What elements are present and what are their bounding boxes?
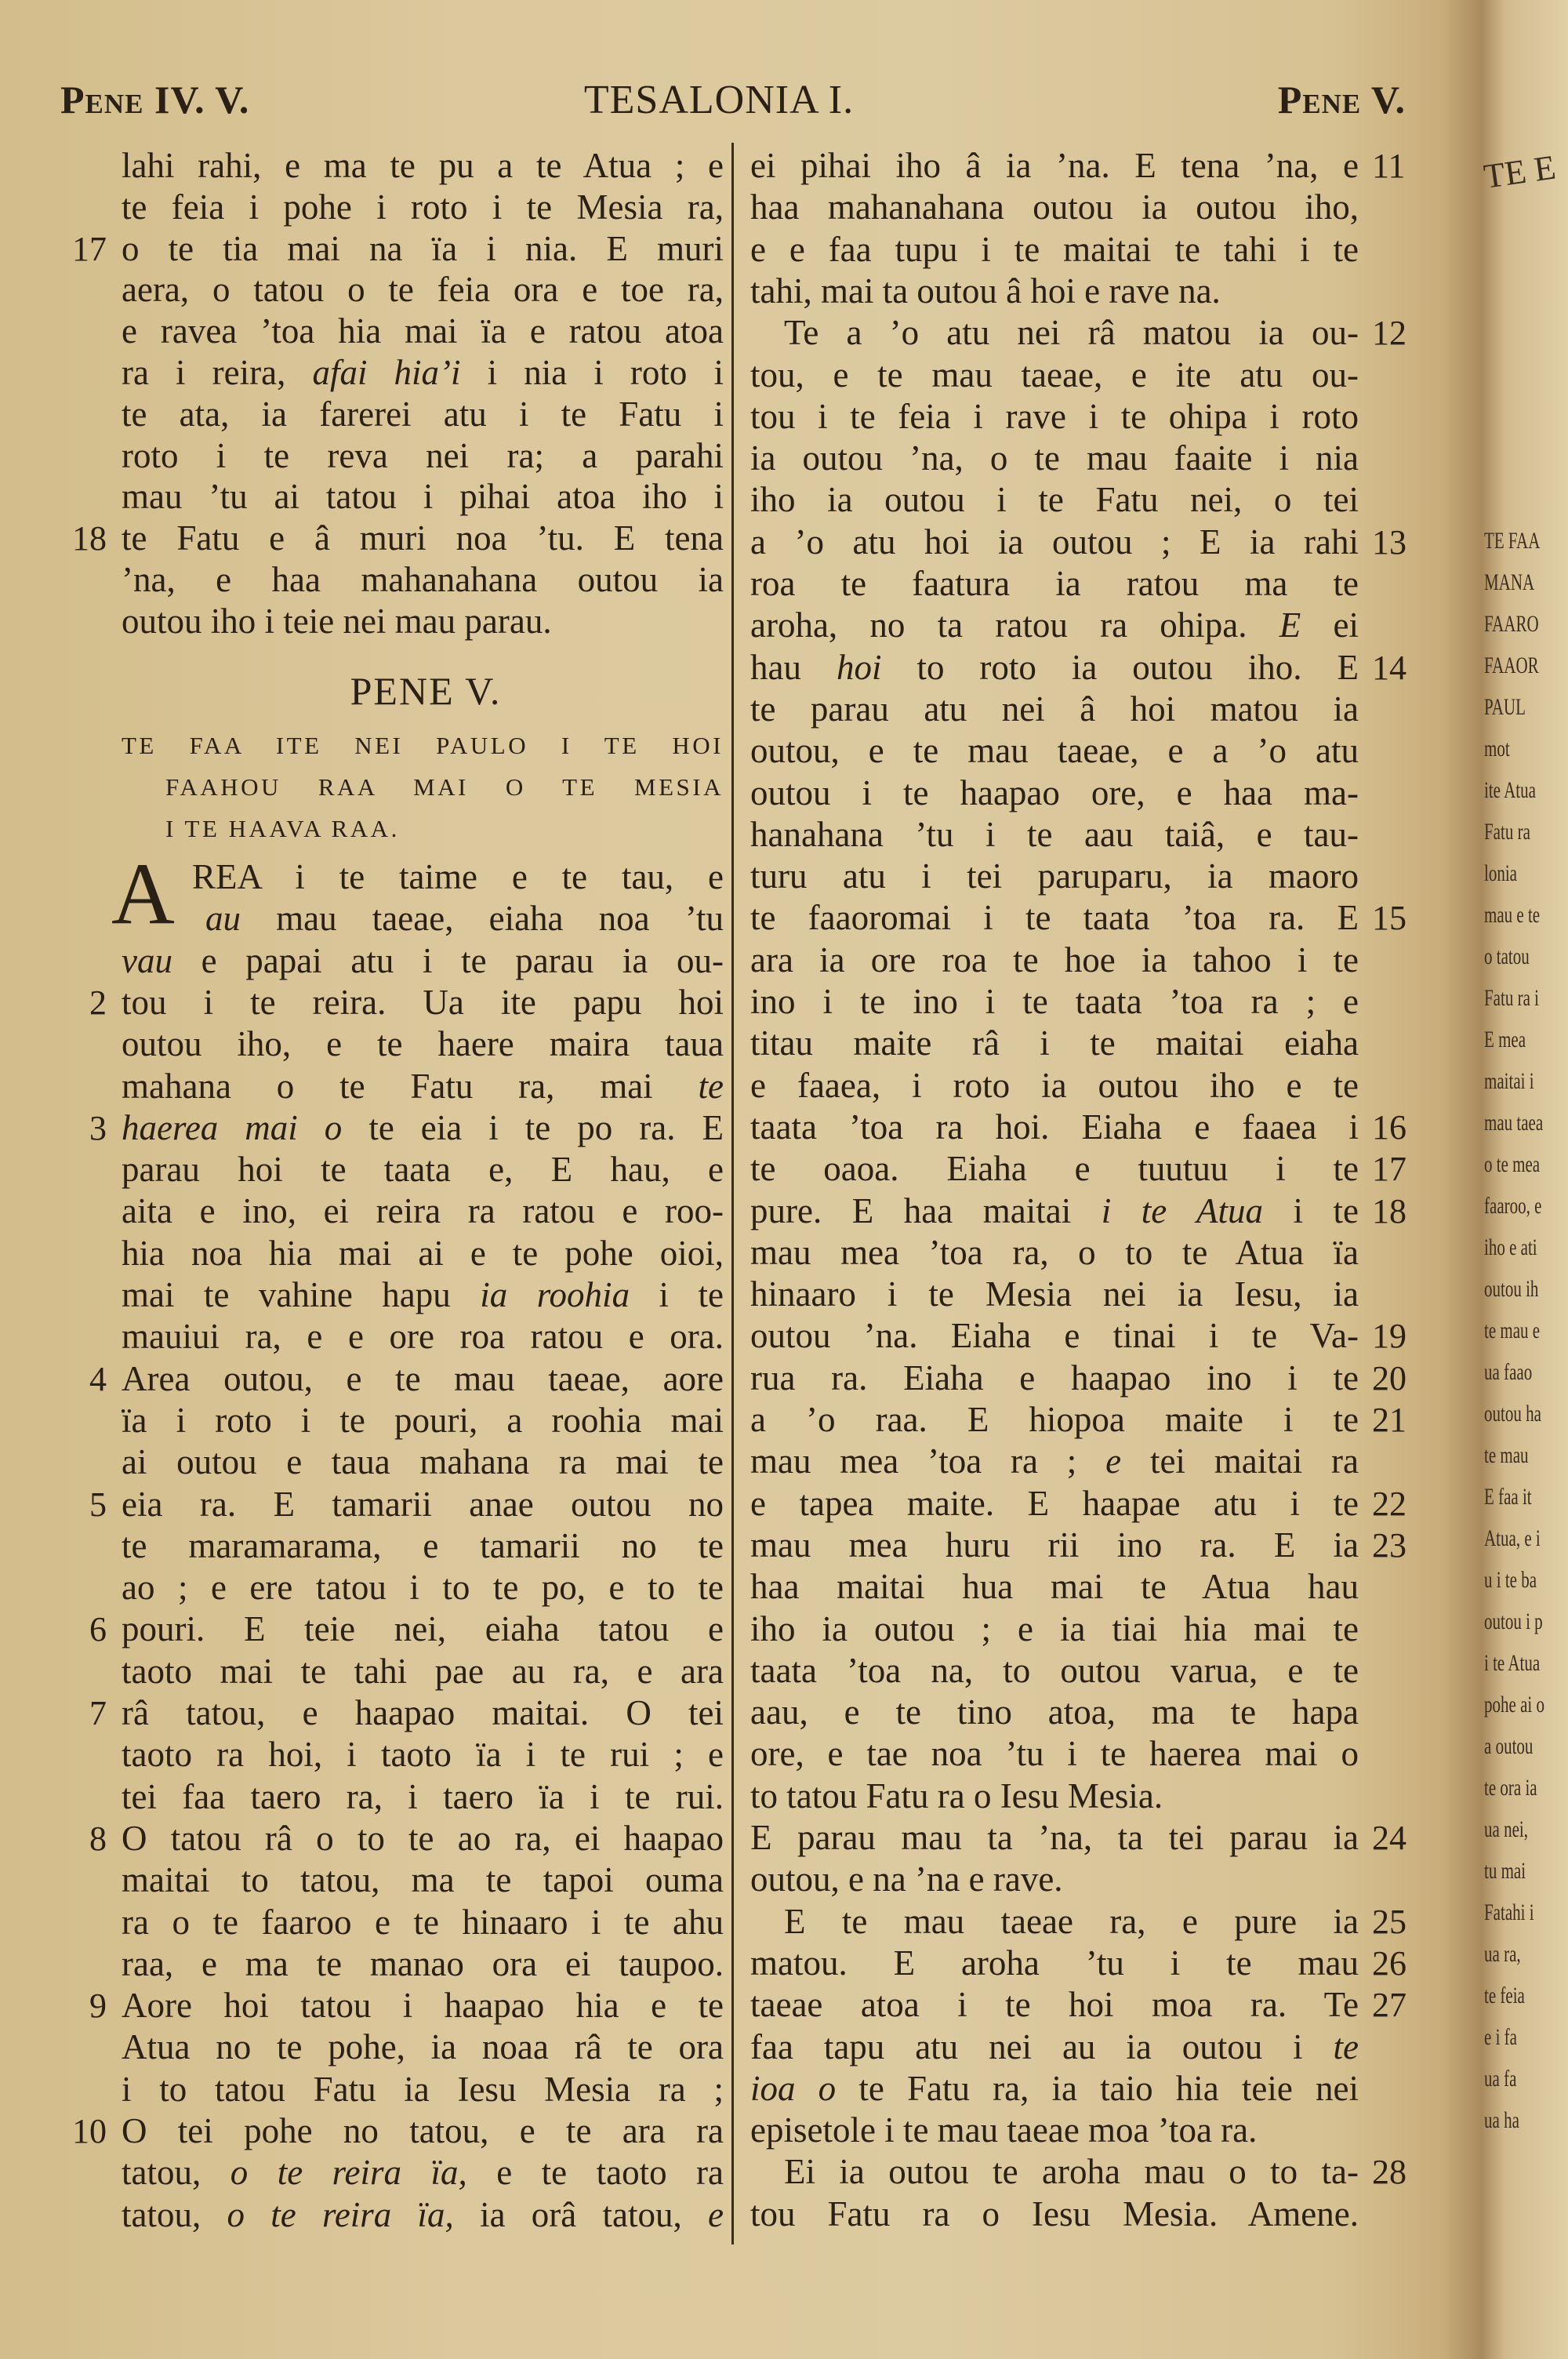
text-segment: e tapea maite. E haapae atu i te — [750, 1483, 1359, 1523]
text-segment: ino i te ino i te taata ’toa ra ; e — [750, 982, 1359, 1021]
text-segment: mau taeae, eiaha noa ’tu — [241, 899, 724, 939]
text-line — [0, 772, 1568, 814]
verse-number: 16 — [1372, 1107, 1406, 1147]
italic-text: au — [205, 899, 241, 939]
line-text — [750, 1733, 1359, 1775]
text-segment: Atua no te pohe, ia noaa râ te ora — [122, 2027, 724, 2067]
text-segment: e papai atu i te parau ia ou- — [172, 940, 724, 980]
italic-text: o te reira ïa, — [227, 2194, 454, 2234]
line-text — [750, 897, 1359, 939]
next-page-fragment: Fatu ra — [1484, 819, 1530, 845]
line-text — [750, 940, 1359, 981]
text-line — [0, 1943, 1568, 1984]
line-text — [750, 1148, 1359, 1190]
text-line — [0, 897, 1568, 939]
italic-text: E — [1279, 605, 1301, 645]
text-segment: rua ra. Eiaha e haapao ino i te — [750, 1358, 1359, 1398]
text-line — [0, 1274, 1568, 1315]
text-segment: taeae atoa i te hoi moa ra. Te — [750, 1985, 1359, 2025]
text-segment: a ’o atu hoi ia outou ; E ia rahi — [750, 522, 1359, 562]
text-segment: te Fatu e â muri noa ’tu. E tena — [122, 518, 724, 558]
text-segment: tatou, — [122, 2194, 227, 2234]
text-line — [0, 1692, 1568, 1733]
text-segment: mahana o te Fatu ra, mai — [122, 1066, 699, 1106]
line-text — [750, 2026, 1359, 2068]
next-page-fragment: mot — [1484, 736, 1510, 761]
line-text — [750, 1566, 1359, 1608]
text-segment: i nia i roto i — [460, 353, 724, 392]
verse-number: 27 — [1372, 1986, 1406, 2025]
text-line — [0, 1190, 1568, 1232]
verse-number: 17 — [72, 229, 107, 268]
text-segment: e te taoto ra — [466, 2153, 724, 2193]
line-text — [750, 1483, 1359, 1525]
next-page-fragment: MANA — [1484, 569, 1535, 595]
line-text — [750, 1776, 1359, 1817]
line-text — [750, 856, 1359, 897]
next-page-fragment: faaroo, e — [1484, 1193, 1542, 1219]
line-text — [750, 730, 1359, 772]
verse-number: 19 — [1372, 1317, 1406, 1356]
text-segment: aera, o tatou o te feia ora e toe ra, — [122, 270, 724, 310]
text-segment: taata ’toa na, to outou varua, e te — [750, 1650, 1359, 1690]
line-text — [750, 354, 1359, 396]
next-page-fragment: te mau e — [1484, 1318, 1541, 1343]
text-segment: Area outou, e te mau taeae, aore — [122, 1358, 724, 1398]
text-line — [0, 522, 1568, 563]
next-page-fragment: outou i p — [1484, 1608, 1543, 1634]
italic-text: te — [1333, 2026, 1359, 2066]
text-line — [0, 563, 1568, 605]
next-page-fragment: ua ra, — [1484, 1941, 1521, 1967]
text-segment: mai te vahine hapu — [122, 1275, 481, 1314]
text-segment: tei maitai ra — [1121, 1441, 1359, 1481]
line-text — [750, 563, 1359, 605]
text-segment: hanahana ’tu i te aau taiâ, e tau- — [750, 814, 1359, 854]
text-line — [0, 2194, 1568, 2235]
text-segment: outou ’na. Eiaha e tinai i te Va- — [750, 1316, 1359, 1356]
text-line — [0, 1107, 1568, 1148]
text-segment: tahi, mai ta outou â hoi e rave na. — [750, 271, 1221, 311]
line-text — [750, 1608, 1359, 1650]
next-page-fragment: mau taea — [1484, 1110, 1544, 1136]
text-line — [0, 1023, 1568, 1064]
text-segment: râ tatou, e haapao maitai. O tei — [122, 1693, 724, 1732]
next-page-fragment: E faa it — [1484, 1484, 1532, 1510]
text-segment: aau, e te tino atoa, ma te hapa — [750, 1692, 1359, 1732]
line-text — [750, 1441, 1359, 1482]
text-line — [0, 1148, 1568, 1190]
text-line — [0, 396, 1568, 438]
text-segment: Ei ia outou te aroha mau o to ta- — [784, 2152, 1359, 2192]
text-segment: ra o te faaroo e te hinaaro i te ahu — [122, 1902, 724, 1942]
line-text — [750, 2194, 1359, 2235]
line-text — [750, 2068, 1359, 2110]
text-segment: tou Fatu ra o Iesu Mesia. Amene. — [750, 2194, 1359, 2234]
italic-text: i te Atua — [1101, 1190, 1263, 1230]
text-segment: ia outou ’na, o te mau faaite i nia — [750, 438, 1359, 478]
next-page-fragment: a outou — [1484, 1733, 1534, 1759]
line-text — [750, 1107, 1359, 1148]
text-segment: te ata, ia farerei atu i te Fatu i — [122, 394, 724, 434]
text-segment: haa mahanahana outou ia outou iho, — [750, 187, 1359, 227]
verse-number: 26 — [1372, 1943, 1406, 1983]
text-segment: i te — [1262, 1190, 1359, 1230]
next-page-fragment: ua ha — [1484, 2107, 1519, 2133]
text-segment: mau mea huru rii ino ra. E ia — [750, 1525, 1359, 1565]
next-page-fragment: FAAOR — [1484, 652, 1539, 678]
text-segment: ei pihai iho â ia ’na. E tena ’na, e — [750, 146, 1359, 185]
text-line — [0, 1650, 1568, 1692]
text-segment: E parau mau ta ’na, ta tei parau ia — [750, 1818, 1359, 1857]
next-page-fragment: u i te ba — [1484, 1567, 1537, 1593]
next-page-fragment: E mea — [1484, 1027, 1526, 1052]
verse-number: 18 — [72, 519, 107, 558]
text-segment: tou i te reira. Ua ite papu hoi — [122, 982, 724, 1022]
line-text — [750, 689, 1359, 730]
italic-text: vau — [122, 940, 172, 980]
next-page-fragment: ua faao — [1484, 1359, 1533, 1385]
line-text — [750, 1232, 1359, 1274]
line-text — [750, 605, 1359, 646]
text-line — [0, 1733, 1568, 1775]
text-line — [0, 1608, 1568, 1650]
text-segment: haa maitai hua mai te Atua hau — [750, 1567, 1359, 1607]
text-line — [0, 1776, 1568, 1817]
line-text — [750, 1399, 1359, 1441]
text-segment: i to tatou Fatu ia Iesu Mesia ra ; — [122, 2069, 724, 2109]
next-page-fragment: TE E — [1481, 147, 1559, 196]
text-segment: tatou, — [122, 2153, 230, 2193]
next-page-fragment: ua fa — [1484, 2066, 1517, 2092]
line-text — [750, 1650, 1359, 1692]
text-line — [0, 1399, 1568, 1441]
text-segment: taoto mai te tahi pae au ra, e ara — [122, 1651, 724, 1691]
italic-text: ioa o — [750, 2068, 837, 2108]
verse-number: 17 — [1372, 1150, 1406, 1189]
verse-number: 21 — [1372, 1401, 1406, 1439]
text-segment: matou. E aroha ’tu i te mau — [750, 1943, 1359, 1983]
verse-number: 28 — [1372, 2153, 1406, 2192]
line-text — [750, 229, 1359, 271]
verse-number: 4 — [89, 1359, 107, 1398]
text-line — [0, 1859, 1568, 1900]
verse-number: 12 — [1372, 314, 1406, 353]
text-segment: pure. E haa maitai — [750, 1190, 1102, 1230]
text-line — [0, 814, 1568, 856]
text-segment: tei faa taero ra, i taero ïa i te rui. — [122, 1776, 724, 1816]
line-text — [750, 1065, 1359, 1107]
line-text — [750, 1817, 1359, 1859]
line-text — [750, 772, 1359, 814]
text-segment: to roto ia outou iho. E — [881, 647, 1359, 687]
line-text — [784, 1901, 1359, 1943]
text-segment: ei — [1301, 605, 1359, 645]
running-head-right: Pene V. — [1277, 78, 1406, 122]
line-text — [750, 145, 1359, 187]
chapter-summary-line: FAAHOU RAA MAI O TE MESIA — [165, 773, 724, 801]
next-page-fragment: te mau — [1484, 1442, 1529, 1468]
next-page-fragment: PAUL — [1484, 694, 1526, 720]
text-line — [0, 354, 1568, 396]
line-text — [750, 1315, 1359, 1357]
text-line — [0, 605, 1568, 646]
text-segment: ore, e tae noa ’tu i te haerea mai o — [750, 1734, 1359, 1774]
text-segment: e e faa tupu i te maitai te tahi i te — [750, 229, 1359, 269]
text-segment: ia orâ tatou, — [453, 2194, 708, 2234]
verse-number: 3 — [89, 1108, 107, 1147]
text-segment: te parau atu nei â hoi matou ia — [750, 689, 1359, 729]
text-segment: outou iho, e te haere maira taua — [122, 1024, 724, 1064]
text-segment: hia noa hia mai ai e te pohe oioi, — [122, 1233, 724, 1273]
line-text — [750, 1943, 1359, 1984]
next-page-fragment: te feia — [1484, 1983, 1525, 2008]
text-segment: E te mau taeae ra, e pure ia — [784, 1901, 1359, 1941]
text-line — [0, 187, 1568, 228]
next-page-fragment: ua nei, — [1484, 1816, 1528, 1842]
text-line — [0, 312, 1568, 354]
next-page-fragment: maitai i — [1484, 1068, 1534, 1094]
text-segment: hinaaro i te Mesia nei ia Iesu, ia — [750, 1274, 1359, 1314]
text-segment: outou i te haapao ore, e haa ma- — [750, 772, 1359, 812]
italic-text: e — [708, 2194, 724, 2234]
line-text — [784, 312, 1359, 354]
next-page-fragment: Fatahi i — [1484, 1899, 1534, 1925]
text-segment: roto i te reva nei ra; a parahi — [122, 435, 724, 475]
next-page-fragment: iho e ati — [1484, 1234, 1537, 1260]
text-segment: iho ia outou i te Fatu nei, o tei — [750, 480, 1359, 520]
text-line — [0, 229, 1568, 271]
line-text — [750, 479, 1359, 521]
text-segment: ao ; e ere tatou i to te po, e to te — [122, 1568, 724, 1608]
text-segment: taata ’toa ra hoi. Eiaha e faaea i — [750, 1107, 1359, 1147]
text-segment: Aore hoi tatou i haapao hia e te — [122, 1986, 724, 2026]
text-segment: turu atu i tei paruparu, ia maoro — [750, 856, 1359, 896]
text-segment: raa, e ma te manao ora ei taupoo. — [122, 1943, 724, 1983]
next-page-fragment: tu mai — [1484, 1858, 1526, 1884]
text-segment: mau ’tu ai tatou i pihai atoa iho i — [122, 477, 724, 517]
text-segment: iho ia outou ; e ia tiai hia mai te — [750, 1608, 1359, 1648]
text-segment: o te tia mai na ïa i nia. E muri — [122, 228, 724, 268]
text-segment: i te — [630, 1275, 724, 1314]
text-segment: eia ra. E tamarii anae outou no — [122, 1484, 724, 1524]
chapter-heading: PENE V. — [350, 669, 502, 713]
next-page-fragment: outou ha — [1484, 1401, 1541, 1427]
running-head-title: TESALONIA I. — [583, 78, 855, 122]
line-text — [750, 647, 1359, 689]
verse-number: 9 — [89, 1986, 107, 2026]
italic-text: afai hia’i — [312, 353, 461, 392]
line-text — [750, 1274, 1359, 1315]
text-segment: outou iho i teie nei mau parau. — [122, 601, 552, 641]
verse-number: 5 — [89, 1485, 107, 1524]
chapter-summary-line: TE FAA ITE NEI PAULO I TE HOI — [122, 732, 724, 759]
verse-number: 11 — [1372, 147, 1406, 185]
next-page-fragment: ite Atua — [1484, 777, 1536, 803]
line-text — [750, 1984, 1359, 2026]
italic-text: ia roohia — [480, 1275, 630, 1314]
line-text — [750, 1692, 1359, 1733]
line-text — [750, 814, 1359, 856]
text-segment: parau hoi te taata e, E hau, e — [122, 1150, 724, 1190]
next-page-fragment: lonia — [1484, 860, 1517, 886]
text-line — [0, 1315, 1568, 1357]
text-segment: REA i te taime e te tau, e — [192, 857, 724, 896]
text-line — [0, 1901, 1568, 1943]
text-segment: titau maite râ i te maitai eiaha — [750, 1023, 1359, 1063]
text-line — [0, 2068, 1568, 2110]
verse-number: 23 — [1372, 1525, 1406, 1565]
text-segment: te maramarama, e tamarii no te — [122, 1525, 724, 1565]
next-page-fragment: outou ih — [1484, 1276, 1539, 1302]
next-page-fragment: te ora ia — [1484, 1775, 1537, 1801]
text-segment: roa te faatura ia ratou ma te — [750, 564, 1359, 603]
line-text — [750, 2110, 1359, 2151]
text-segment: to tatou Fatu ra o Iesu Mesia. — [750, 1776, 1163, 1816]
text-segment: taoto ra hoi, i taoto ïa i te rui ; e — [122, 1735, 724, 1775]
text-segment: Te a ’o atu nei râ matou ia ou- — [784, 313, 1359, 353]
text-segment: a ’o raa. E hiopoa maite i te — [750, 1400, 1359, 1439]
drop-cap: A — [111, 845, 175, 943]
next-page-fragment: Atua, e i — [1484, 1525, 1541, 1551]
next-page-fragment: e i fa — [1484, 2024, 1517, 2050]
text-segment: outou, e te mau taeae, e a ’o atu — [750, 731, 1359, 771]
line-text — [750, 271, 1359, 312]
text-line — [0, 647, 1568, 689]
line-text — [750, 438, 1359, 479]
verse-number: 10 — [72, 2112, 107, 2150]
text-segment: lahi rahi, e ma te pu a te Atua ; e — [122, 146, 724, 185]
text-segment: maitai to tatou, ma te tapoi ouma — [122, 1860, 724, 1900]
text-line — [0, 271, 1568, 312]
text-segment: aita e ino, ei reira ra ratou e roo- — [122, 1191, 724, 1231]
line-text — [784, 2151, 1359, 2193]
text-line — [0, 1817, 1568, 1859]
verse-number: 22 — [1372, 1484, 1406, 1523]
text-segment: pouri. E teie nei, eiaha tatou e — [122, 1609, 724, 1649]
verse-number: 20 — [1372, 1358, 1406, 1398]
line-text — [750, 1525, 1359, 1566]
text-segment: te faaoromai i te taata ’toa ra. E — [750, 898, 1359, 938]
next-page-fragment: Fatu ra i — [1484, 985, 1539, 1011]
italic-text: hoi — [836, 647, 882, 687]
text-segment: tou i te feia i rave i te ohipa i roto — [750, 396, 1359, 436]
italic-text: e — [1105, 1441, 1122, 1481]
next-page-fragment: mau e te — [1484, 902, 1541, 928]
text-segment: tou, e te mau taeae, e ite atu ou- — [750, 354, 1359, 394]
line-text — [750, 187, 1359, 228]
next-page-fragment: TE FAA — [1484, 528, 1541, 554]
text-segment: te oaoa. Eiaha e tuutuu i te — [750, 1149, 1359, 1189]
text-segment: e faaea, i roto ia outou iho e te — [750, 1065, 1359, 1105]
text-segment: ’na, e haa mahanahana outou ia — [122, 560, 724, 599]
running-head-left: Pene IV. V. — [60, 78, 250, 122]
text-segment: e ravea ’toa hia mai ïa e ratou atoa — [122, 311, 724, 351]
text-line — [0, 2110, 1568, 2151]
verse-number: 2 — [89, 983, 107, 1022]
text-line — [0, 940, 1568, 981]
verse-number: 7 — [89, 1694, 107, 1732]
text-segment: hau — [750, 647, 837, 687]
text-line — [0, 730, 1568, 772]
text-line — [0, 1984, 1568, 2026]
text-line — [0, 689, 1568, 730]
line-text — [750, 1358, 1359, 1399]
line-text — [750, 522, 1359, 563]
text-segment: te eia i te po ra. E — [342, 1107, 724, 1147]
text-segment: mau mea ’toa ra ; — [750, 1441, 1106, 1481]
text-line — [0, 1525, 1568, 1566]
italic-text: o te reira ïa, — [230, 2153, 467, 2193]
text-line — [0, 856, 1568, 897]
text-segment: ai outou e taua mahana ra mai te — [122, 1442, 724, 1482]
next-page-fragment: i te Atua — [1484, 1650, 1541, 1676]
text-segment: episetole i te mau taeae moa ’toa ra. — [750, 2110, 1258, 2150]
line-text — [750, 981, 1359, 1023]
text-line — [0, 1483, 1568, 1525]
text-segment: faa tapu atu nei au ia outou i — [750, 2026, 1334, 2066]
verse-number: 25 — [1372, 1902, 1406, 1941]
text-line — [0, 1065, 1568, 1107]
next-page-fragment: o tatou — [1484, 943, 1530, 969]
text-line — [0, 1358, 1568, 1399]
text-line — [0, 2026, 1568, 2068]
text-segment: ara ia ore roa te hoe ia tahoo i te — [750, 940, 1359, 980]
next-page-fragment: FAARO — [1484, 611, 1539, 637]
text-segment: mau mea ’toa ra, o to te Atua ïa — [750, 1232, 1359, 1272]
verse-number: 15 — [1372, 899, 1406, 938]
chapter-summary-line: I TE HAAVA RAA. — [165, 815, 400, 842]
text-segment: aroha, no ta ratou ra ohipa. — [750, 605, 1279, 645]
text-segment: mauiui ra, e e ore roa ratou e ora. — [122, 1317, 724, 1357]
verse-number: 6 — [89, 1610, 107, 1649]
verse-number: 13 — [1372, 522, 1406, 562]
text-segment: O tatou râ o to te ao ra, ei haapao — [122, 1818, 724, 1858]
line-text — [750, 396, 1359, 438]
text-line — [0, 981, 1568, 1023]
line-text — [750, 1859, 1359, 1900]
italic-text: te — [698, 1066, 724, 1106]
text-line — [0, 145, 1568, 187]
verse-number: 24 — [1372, 1819, 1406, 1857]
next-page-fragment: pohe ai o — [1484, 1692, 1544, 1717]
text-line — [0, 479, 1568, 521]
verse-number: 18 — [1372, 1191, 1406, 1230]
line-text — [750, 1023, 1359, 1064]
line-text — [750, 1190, 1359, 1232]
next-page-fragment: o te mea — [1484, 1151, 1541, 1177]
text-segment: te Fatu ra, ia taio hia teie nei — [836, 2068, 1359, 2108]
italic-text: haerea mai o — [122, 1107, 343, 1147]
text-segment: ra i reira, — [122, 353, 313, 392]
text-line — [0, 1232, 1568, 1274]
text-line — [0, 435, 1568, 479]
verse-number: 14 — [1372, 648, 1406, 687]
text-segment: O tei pohe no tatou, e te ara ra — [122, 2111, 724, 2150]
text-segment: ïa i roto i te pouri, a roohia mai — [122, 1400, 724, 1440]
text-line — [0, 2151, 1568, 2193]
text-line — [0, 1566, 1568, 1608]
text-segment: te feia i pohe i roto i te Mesia ra, — [122, 187, 724, 227]
text-segment: outou, e na ’na e rave. — [750, 1859, 1063, 1899]
verse-number: 8 — [89, 1819, 107, 1858]
text-line — [0, 1441, 1568, 1482]
